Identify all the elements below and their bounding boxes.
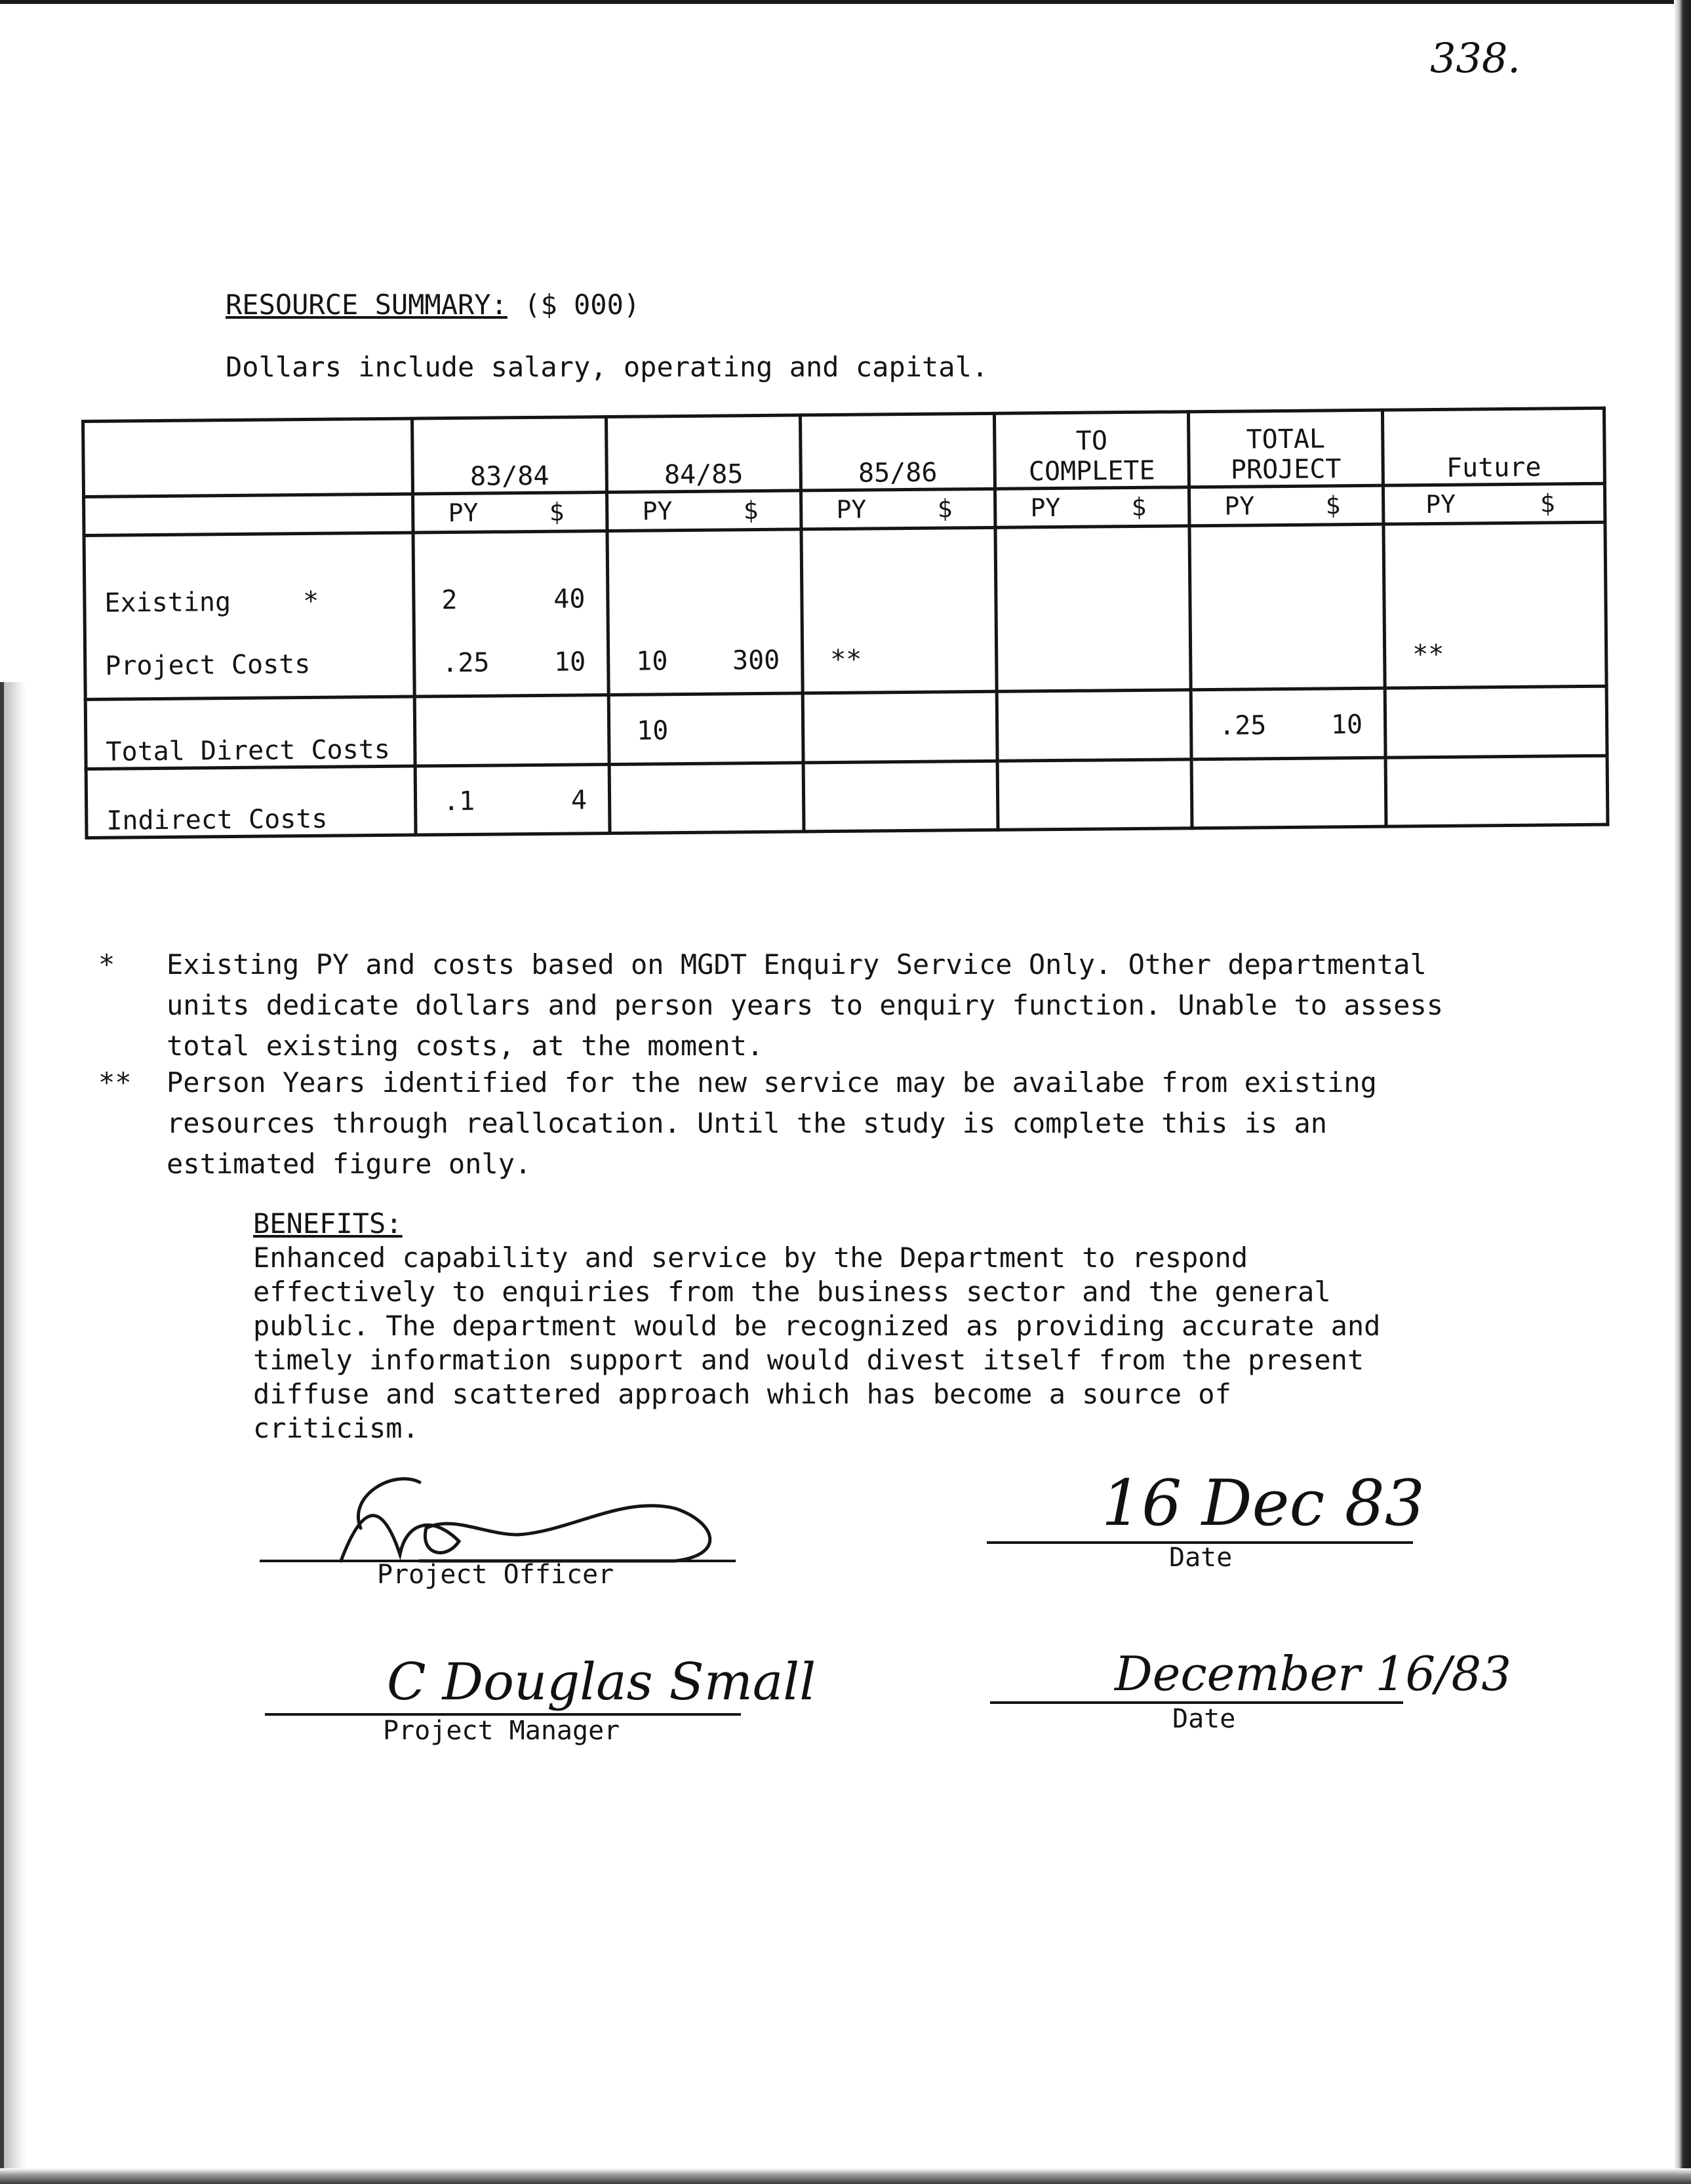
benefits-line: timely information support and would divest itself from the present bbox=[253, 1344, 1364, 1376]
table-subheader-blank bbox=[84, 494, 413, 536]
page-number: 338. bbox=[1429, 34, 1521, 82]
page-left-edge bbox=[0, 682, 26, 2184]
page-title bbox=[226, 289, 640, 321]
date-caption: Date bbox=[1172, 1704, 1236, 1734]
benefits-section bbox=[253, 1207, 1401, 1446]
page-right-edge bbox=[1674, 0, 1691, 2184]
project-manager-signature: C Douglas Small bbox=[387, 1653, 816, 1712]
column-subheader: PY $ bbox=[801, 489, 995, 529]
table-cell: ** bbox=[801, 527, 997, 693]
table-cell: ** bbox=[1383, 522, 1606, 688]
project-officer-caption: Project Officer bbox=[377, 1560, 614, 1590]
page-top-edge bbox=[0, 0, 1691, 4]
resource-summary-table bbox=[81, 407, 1609, 839]
table-cell bbox=[995, 526, 1191, 692]
footnote-line: Person Years identified for the new service may be availabe from existing bbox=[167, 1066, 1377, 1099]
table-cell bbox=[414, 695, 609, 766]
footnote-line: total existing costs, at the moment. bbox=[167, 1030, 764, 1062]
footnote-mark: ** bbox=[98, 1066, 132, 1099]
row-label-indirect-costs: Indirect Costs bbox=[86, 766, 416, 838]
table-cell bbox=[609, 763, 804, 834]
heading-unit: ($ 000) bbox=[507, 289, 641, 321]
column-subheader: PY $ bbox=[1189, 485, 1383, 526]
table-cell bbox=[1189, 524, 1385, 690]
footnote-existing bbox=[98, 944, 1580, 1076]
benefits-line: public. The department would be recognized as providing accurate and bbox=[253, 1310, 1381, 1342]
column-subheader: PY $ bbox=[413, 492, 608, 533]
project-manager-caption: Project Manager bbox=[383, 1716, 620, 1746]
column-subheader: PY $ bbox=[607, 491, 801, 531]
manager-date-handwritten: December 16/83 bbox=[1115, 1646, 1512, 1701]
table-cell: 10 bbox=[608, 693, 803, 764]
table-cell bbox=[1385, 687, 1607, 758]
heading-title: RESOURCE SUMMARY: bbox=[226, 289, 507, 321]
table-cell bbox=[997, 690, 1191, 761]
page-bottom-edge bbox=[0, 2168, 1691, 2184]
column-subheader: PY $ bbox=[995, 487, 1189, 527]
project-officer-signature bbox=[321, 1456, 741, 1567]
table-cell: 2 40 .25 10 bbox=[413, 531, 608, 697]
table-cell: .1 4 bbox=[415, 764, 610, 835]
benefits-line: Enhanced capability and service by the Department to respond bbox=[253, 1242, 1248, 1274]
benefits-line: diffuse and scattered approach which has become a source of criticism. bbox=[253, 1378, 1231, 1444]
table-cell bbox=[1191, 758, 1386, 828]
column-header: 83/84 bbox=[412, 417, 607, 494]
footnote-line: estimated figure only. bbox=[167, 1148, 532, 1180]
page-subtitle: Dollars include salary, operating and capital. bbox=[226, 351, 989, 383]
officer-date-handwritten: 16 Dec 83 bbox=[1102, 1466, 1425, 1540]
footnote-line: resources through reallocation. Until the study is complete this is an bbox=[167, 1107, 1328, 1139]
row-label-total-direct-costs: Total Direct Costs bbox=[85, 697, 415, 769]
table-cell bbox=[997, 759, 1192, 830]
column-header: 85/86 bbox=[800, 413, 995, 490]
column-header: TO COMPLETE bbox=[994, 412, 1189, 489]
column-header: 84/85 bbox=[606, 415, 801, 492]
table-cell bbox=[803, 692, 997, 763]
column-subheader: PY $ bbox=[1383, 483, 1605, 524]
footnote-line: Existing PY and costs based on MGDT Enquiry Service Only. Other departmental bbox=[167, 948, 1427, 981]
benefits-heading: BENEFITS: bbox=[253, 1207, 403, 1240]
table-cell: 10 300 bbox=[607, 529, 803, 695]
date-caption: Date bbox=[1169, 1543, 1233, 1573]
table-cell bbox=[803, 761, 998, 832]
table-corner bbox=[83, 418, 413, 496]
column-header: Future bbox=[1382, 408, 1604, 485]
row-label-existing: Existing * bbox=[104, 586, 319, 619]
benefits-line: effectively to enquiries from the business sector and the general bbox=[253, 1276, 1331, 1308]
footnote-mark: * bbox=[98, 948, 115, 981]
row-label-existing-project bbox=[84, 533, 414, 700]
footnote-line: units dedicate dollars and person years to enquiry function. Unable to assess bbox=[167, 989, 1444, 1021]
row-label-project-costs: Project Costs bbox=[105, 649, 311, 682]
table-cell bbox=[1385, 756, 1608, 826]
footnote-person-years bbox=[98, 1062, 1580, 1194]
table-cell: .25 10 bbox=[1191, 689, 1385, 759]
column-header: TOTAL PROJECT bbox=[1188, 410, 1383, 487]
